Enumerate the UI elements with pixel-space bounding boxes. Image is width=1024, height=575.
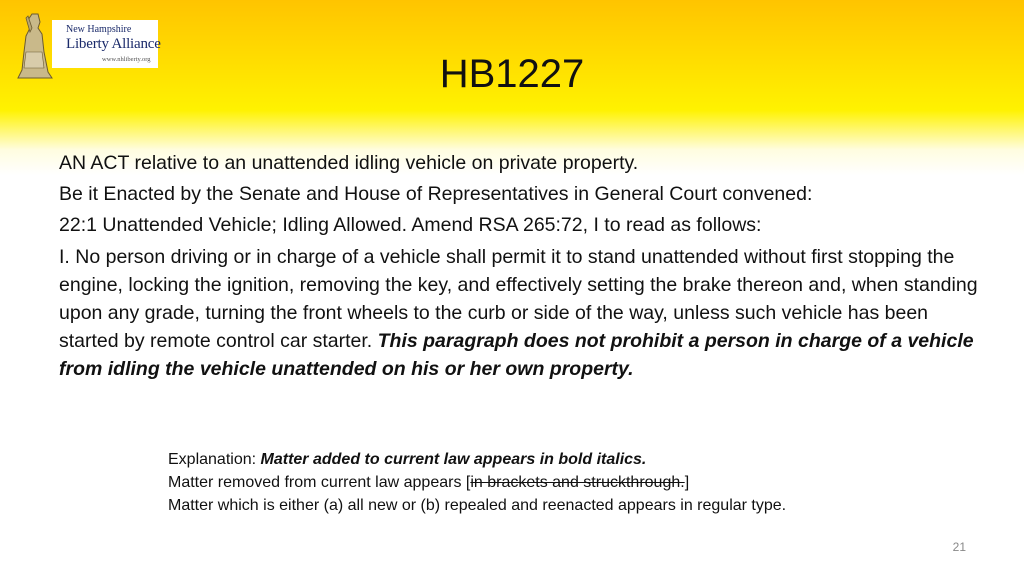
amended-paragraph: [59, 243, 979, 383]
bill-text: [59, 150, 979, 387]
explanation-struck-text: in brackets and struckthrough.: [470, 474, 685, 491]
explanation-line-added: [168, 448, 928, 471]
explanation-note: [168, 448, 928, 517]
paragraph-existing-text: I. No person driving or in charge of a vehicle shall permit it to stand unattended without first stopping the engine, locking the ignition, removing the key, and effectively setting the brake thereon and, when standing upon any grade, turning the front wheels to the curb or side of the way, unless such vehicle has been started by remote control car starter.: [59, 246, 978, 352]
explanation-removed-prefix: Matter removed from current law appears: [168, 474, 466, 491]
section-heading-line: 22:1 Unattended Vehicle; Idling Allowed. Amend RSA 265:72, I to read as follows:: [59, 214, 762, 236]
logo-line-new-hampshire: New Hampshire: [66, 24, 132, 35]
bracket-close: ]: [684, 474, 690, 491]
slide-title: HB1227: [439, 52, 585, 96]
bracket-open: [: [465, 474, 471, 491]
enacting-clause-line: Be it Enacted by the Senate and House of Representatives in General Court convened:: [59, 183, 813, 205]
act-title-line: AN ACT relative to an unattended idling vehicle on private property.: [59, 152, 639, 174]
explanation-added-text: Matter added to current law appears in bold italics.: [260, 451, 647, 468]
explanation-line-removed: [168, 471, 928, 494]
logo-url: www.nhliberty.org: [102, 56, 151, 63]
paragraph-added-text: This paragraph does not prohibit a person in charge of a vehicle from idling the vehicle unattended on his or her own property.: [59, 330, 974, 380]
page-number: 21: [952, 540, 966, 554]
logo-line-liberty-alliance: Liberty Alliance: [66, 36, 161, 52]
explanation-label: Explanation:: [168, 451, 261, 468]
explanation-line-regular: Matter which is either (a) all new or (b) repealed and reenacted appears in regular type.: [168, 497, 787, 514]
